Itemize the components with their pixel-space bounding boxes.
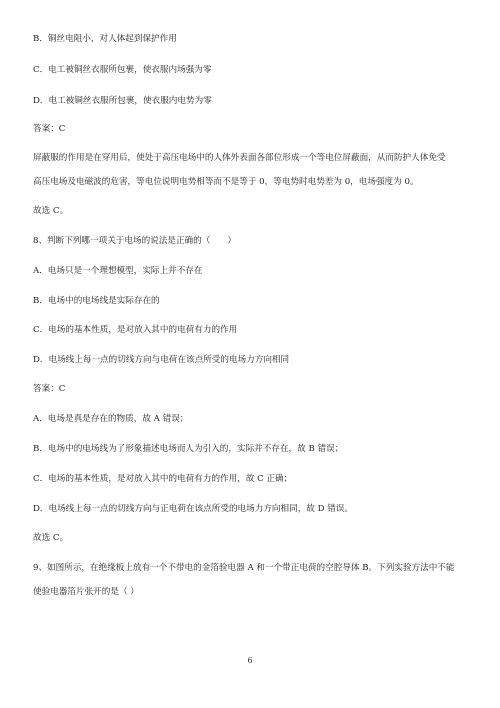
option-c-q7: C．电工被铜丝衣服所包裹，使衣服内场强为零 — [33, 65, 212, 75]
answer-q8: 答案：C — [33, 384, 66, 394]
option-d-q7: D．电工被铜丝衣服所包裹，使衣服内电势为零 — [33, 96, 212, 106]
explanation-q7-line1: 屏蔽服的作用是在穿用后，使处于高压电场中的人体外表面各部位形成一个等电位屏蔽面，从而防护人体免受 — [33, 153, 446, 163]
question-8: 8、判断下列哪一项关于电场的说法是正确的（ ） — [33, 236, 237, 246]
explanation-q7-line2: 高压电场及电磁波的危害，等电位说明电势相等而不是等于 0，等电势时电势差为 0，电场强度为 0。 — [33, 177, 419, 187]
analysis-d-q8: D．电场线上每一点的切线方向与正电荷在该点所受的电场力方向相同，故 D 错误。 — [33, 504, 354, 514]
question-9-line2: 使验电器箔片张开的是（ ） — [33, 587, 139, 597]
answer-q7: 答案：C — [33, 124, 66, 134]
conclusion-q7: 故选 C。 — [33, 206, 69, 216]
option-b-q8: B．电场中的电场线是实际存在的 — [33, 296, 160, 306]
option-c-q8: C．电场的基本性质，是对放入其中的电荷有力的作用 — [33, 325, 238, 335]
question-9-line1: 9、如图所示，在绝缘板上放有一个不带电的金箔验电器 A 和一个带正电荷的空腔导体 B。下列实验方法中不能 — [33, 563, 455, 573]
analysis-c-q8: C．电场的基本性质，是对放入其中的电荷有力的作用，故 C 正确； — [33, 474, 293, 484]
option-a-q8: A．电场只是一个理想模型，实际上并不存在 — [33, 266, 203, 276]
conclusion-q8: 故选 C。 — [33, 533, 69, 543]
analysis-b-q8: B．电场中的电场线为了形象描述电场而人为引入的，实际并不存在，故 B 错误； — [33, 444, 344, 454]
page-number: 6 — [247, 656, 253, 665]
analysis-a-q8: A．电场是真是存在的物质，故 A 错误； — [33, 414, 189, 424]
option-b-q7: B．铜丝电阻小，对人体起到保护作用 — [33, 34, 177, 44]
option-d-q8: D．电场线上每一点的切线方向与电荷在该点所受的电场力方向相同 — [33, 355, 290, 365]
